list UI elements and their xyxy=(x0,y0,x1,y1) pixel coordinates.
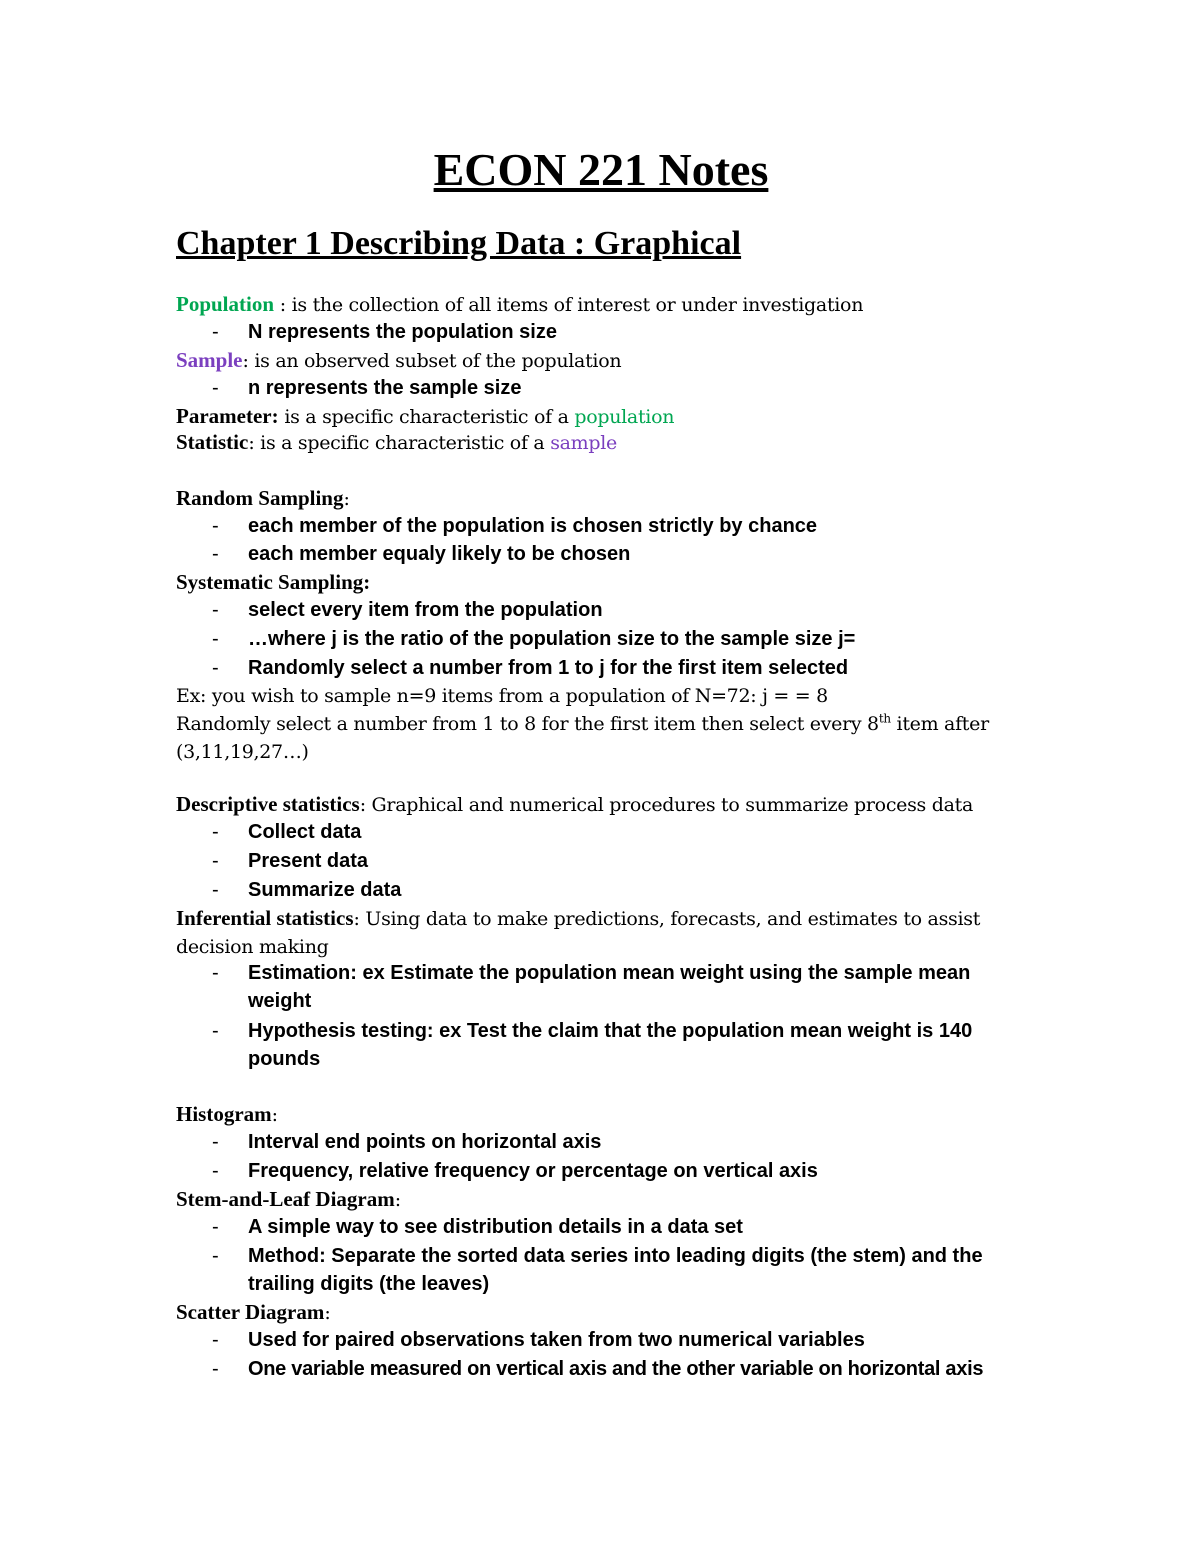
list-item: - Used for paired observations taken from two numerical variables xyxy=(212,1329,865,1351)
list-item: - Summarize data xyxy=(212,879,402,901)
list-item: - One variable measured on vertical axis and the other variable on horizontal axis xyxy=(212,1358,984,1380)
scatter-heading: Scatter Diagram: xyxy=(176,1300,331,1324)
list-item: - Interval end points on horizontal axis xyxy=(212,1131,602,1153)
systematic-example-line: Randomly select a number from 1 to 8 for the first item then select every 8th item after xyxy=(176,711,989,735)
list-item: - …where j is the ratio of the population size to the sample size j= xyxy=(212,628,856,650)
list-item: - Method: Separate the sorted data series into leading digits (the stem) and the trailing digits (the leaves) xyxy=(212,1245,983,1295)
list-item: - Hypothesis testing: ex Test the claim that the population mean weight is 140 pounds xyxy=(212,1020,973,1070)
population-term: Population xyxy=(176,292,275,316)
list-item: - Estimation: ex Estimate the population mean weight using the sample mean weight xyxy=(212,962,971,1012)
list-item: - Randomly select a number from 1 to j for the first item selected xyxy=(212,657,849,679)
random-sampling-heading: Random Sampling: xyxy=(176,486,350,510)
list-item: - A simple way to see distribution details in a data set xyxy=(212,1216,743,1238)
statistic-term: Statistic xyxy=(176,430,249,454)
list-item: - select every item from the population xyxy=(212,599,603,621)
histogram-heading: Histogram: xyxy=(176,1102,278,1126)
systematic-example-line: Ex: you wish to sample n=9 items from a population of N=72: j = = 8 xyxy=(176,685,828,707)
statistic-definition: Statistic: is a specific characteristic of a sample xyxy=(176,430,617,454)
parameter-term: Parameter: xyxy=(176,404,279,428)
sample-term: Sample xyxy=(176,348,243,372)
chapter-heading: Chapter 1 Describing Data : Graphical xyxy=(176,225,742,262)
list-item: - each member equaly likely to be chosen xyxy=(212,543,631,565)
list-item: - each member of the population is chosen strictly by chance xyxy=(212,515,818,537)
descriptive-statistics-definition: Descriptive statistics: Graphical and numerical procedures to summarize process data xyxy=(176,792,974,816)
sample-definition: Sample: is an observed subset of the population xyxy=(176,348,622,372)
list-item: - Collect data xyxy=(212,821,362,843)
systematic-sampling-heading: Systematic Sampling: xyxy=(176,570,371,594)
inferential-statistics-definition: Inferential statistics: Using data to make predictions, forecasts, and estimates to assist decision making xyxy=(176,906,981,958)
list-item: - Present data xyxy=(212,850,369,872)
list-item: - N represents the population size xyxy=(212,321,557,343)
population-definition: Population : is the collection of all items of interest or under investigation xyxy=(176,292,864,316)
document-title: ECON 221 Notes xyxy=(433,144,769,195)
systematic-example-line: (3,11,19,27…) xyxy=(176,741,309,763)
list-item: - Frequency, relative frequency or percentage on vertical axis xyxy=(212,1160,818,1182)
parameter-definition: Parameter: is a specific characteristic of a population xyxy=(176,404,675,428)
list-item: - n represents the sample size xyxy=(212,377,522,399)
stem-leaf-heading: Stem-and-Leaf Diagram: xyxy=(176,1187,401,1211)
